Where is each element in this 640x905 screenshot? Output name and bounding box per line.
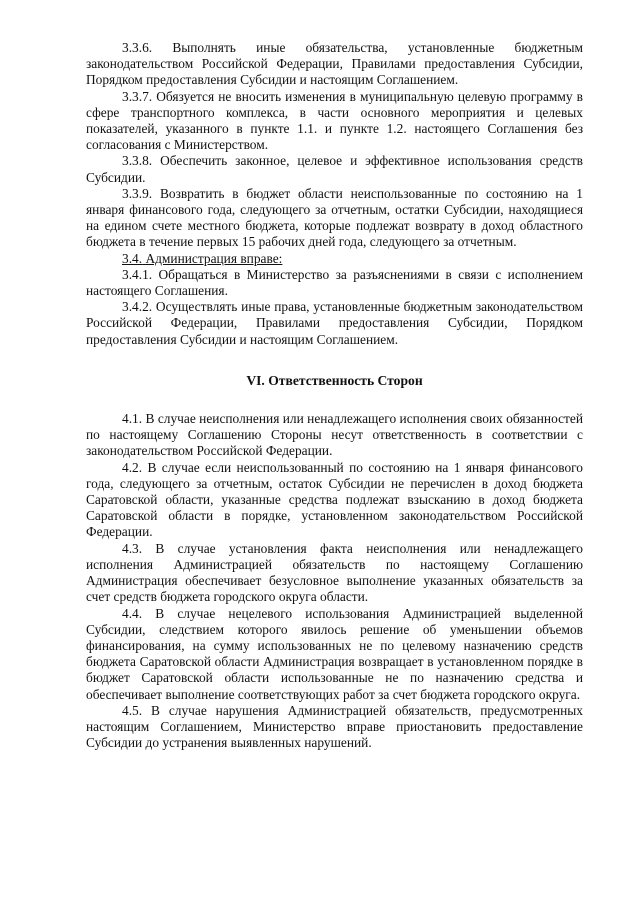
clause-3-4-title: Администрация вправе:	[145, 250, 283, 266]
clause-4-3: 4.3. В случае установления факта неисполнения или ненадлежащего исполнения Администрацией обязательств по настоящему Соглашению Администрация обеспечивает безусловное выполнение указанных обязательств за счет средств бюджета городского округа области.	[86, 540, 583, 605]
clause-3-3-7: 3.3.7. Обязуется не вносить изменения в муниципальную целевую программу в сфере транспортного комплекса, в части основного мероприятия и целевых показателей, указанного в пункте 1.1. и пункте 1.2. настоящего Соглашения без согласования с Министерством.	[86, 88, 583, 153]
clause-4-4: 4.4. В случае нецелевого использования Администрацией выделенной Субсидии, следствием которого явилось решение об уменьшении объемов финансирования, на сумму использованных не по целевому назначению средств бюджета Саратовской области Администрация возвращает в установленном порядке в бюджет Саратовской области использованные не по назначению средства и обеспечивает выполнение соответствующих работ за счет бюджета городского округа.	[86, 605, 583, 702]
clause-4-5: 4.5. В случае нарушения Администрацией обязательств, предусмотренных настоящим Соглашением, Министерство вправе приостановить предоставление Субсидии до устранения выявленных нарушений.	[86, 702, 583, 751]
clause-3-4-1: 3.4.1. Обращаться в Министерство за разъяснениями в связи с исполнением настоящего Соглашения.	[86, 266, 583, 299]
clause-4-2: 4.2. В случае если неиспользованный по состоянию на 1 января финансового года, следующего за отчетным, остаток Субсидии не перечислен в доход бюджета Саратовской области, указанные средства подлежат взысканию в доход бюджета Саратовской области в порядке, установленном законодательством Российской Федерации.	[86, 459, 583, 540]
clause-3-4-2: 3.4.2. Осуществлять иные права, установленные бюджетным законодательством Российской Федерации, Правилами предоставления Субсидии, Порядком предоставления Субсидии и настоящим Соглашением.	[86, 299, 583, 347]
document-body	[86, 40, 583, 751]
clause-3-4-number: 3.4.	[122, 250, 143, 266]
section-heading: VI. Ответственность Сторон	[246, 372, 423, 388]
clause-3-3-6: 3.3.6. Выполнять иные обязательства, установленные бюджетным законодательством Российской Федерации, Правилами предоставления Субсидии, Порядком предоставления Субсидии и настоящим Соглашением.	[86, 40, 583, 88]
clause-4-1: 4.1. В случае неисполнения или ненадлежащего исполнения своих обязанностей по настоящему Соглашению Стороны несут ответственность в соответствии с законодательством Российской Федерации.	[86, 411, 583, 459]
clause-3-3-9: 3.3.9. Возвратить в бюджет области неиспользованные по состоянию на 1 января финансового года, следующего за отчетным, остатки Субсидии, находящиеся на едином счете местного бюджета, которые подлежат возврату в доход областного бюджета в течение первых 15 рабочих дней года, следующего за отчетным.	[86, 185, 583, 250]
clause-3-4	[86, 251, 583, 267]
clause-3-3-8: 3.3.8. Обеспечить законное, целевое и эффективное использования средств Субсидии.	[86, 153, 583, 185]
